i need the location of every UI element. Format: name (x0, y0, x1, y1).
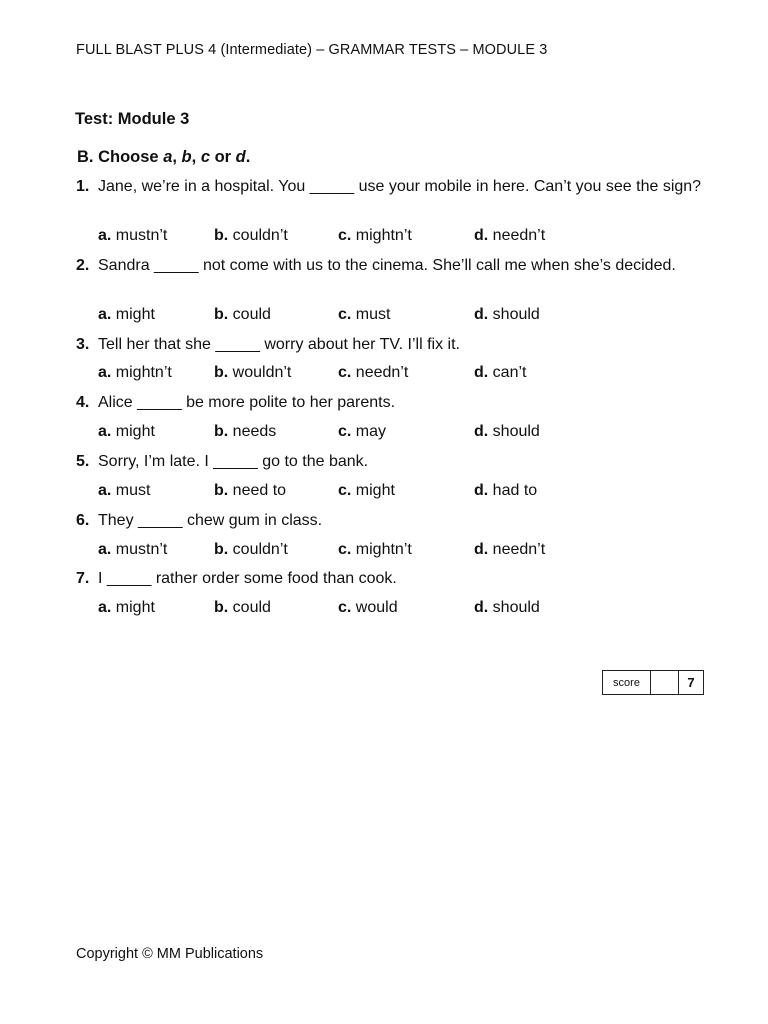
test-title: Test: Module 3 (75, 110, 190, 128)
score-total: 7 (687, 675, 695, 690)
section-instruction (77, 148, 250, 167)
option-d: d. should (474, 599, 540, 616)
section-letter-a: a (163, 148, 173, 166)
option-b: b. couldn’t (214, 541, 288, 558)
score-box (602, 670, 704, 695)
question-stem: I _____ rather order some food than cook. (98, 570, 397, 587)
option-d: d. can’t (474, 364, 527, 381)
page-header: FULL BLAST PLUS 4 (Intermediate) – GRAMMAR TESTS – MODULE 3 (76, 42, 548, 58)
question-2-options (98, 305, 698, 325)
section-comma-2: , (191, 148, 201, 166)
question-number: 4. (76, 394, 90, 411)
score-label: score (603, 671, 651, 694)
question-4 (76, 393, 706, 413)
option-d: d. should (474, 306, 540, 323)
question-1-options (98, 226, 698, 246)
question-number: 1. (76, 178, 90, 195)
question-number: 6. (76, 512, 90, 529)
option-a: a. might (98, 306, 155, 323)
section-or: or (210, 148, 236, 166)
option-b: b. wouldn’t (214, 364, 292, 381)
question-3 (76, 335, 706, 355)
option-d: d. should (474, 423, 540, 440)
option-d: d. needn’t (474, 541, 546, 558)
question-7-options (98, 598, 698, 618)
question-stem: They _____ chew gum in class. (98, 512, 323, 529)
option-a: a. mustn’t (98, 227, 168, 244)
option-c: c. would (338, 599, 398, 616)
option-d: d. needn’t (474, 227, 546, 244)
question-stem: Sorry, I’m late. I _____ go to the bank. (98, 453, 369, 470)
section-comma-1: , (172, 148, 182, 166)
question-stem: Alice _____ be more polite to her parents. (98, 394, 396, 411)
question-number: 2. (76, 257, 90, 274)
question-6-options (98, 540, 698, 560)
question-stem: Tell her that she _____ worry about her TV. I’ll fix it. (98, 336, 460, 353)
question-number: 5. (76, 453, 90, 470)
option-c: c. may (338, 423, 387, 440)
section-letter-c: c (200, 148, 210, 166)
question-2 (76, 256, 706, 276)
question-stem: Jane, we’re in a hospital. You _____ use your mobile in here. Can’t you see the sign? (98, 178, 702, 195)
question-7 (76, 569, 706, 589)
option-a: a. must (98, 482, 151, 499)
question-5-options (98, 481, 698, 501)
section-prefix: B. Choose (77, 148, 164, 166)
option-c: c. mightn’t (338, 227, 412, 244)
option-c: c. must (338, 306, 391, 323)
question-number: 3. (76, 336, 90, 353)
score-input-cell[interactable] (651, 671, 679, 694)
option-b: b. need to (214, 482, 287, 499)
option-d: d. had to (474, 482, 538, 499)
section-letter-d: d (235, 148, 246, 166)
copyright-footer: Copyright © MM Publications (76, 946, 264, 962)
question-6 (76, 511, 706, 531)
option-a: a. mustn’t (98, 541, 168, 558)
option-b: b. needs (214, 423, 277, 440)
question-3-options (98, 363, 698, 383)
option-a: a. might (98, 599, 155, 616)
option-b: b. couldn’t (214, 227, 288, 244)
option-c: c. needn’t (338, 364, 409, 381)
question-number: 7. (76, 570, 90, 587)
question-5 (76, 452, 706, 472)
option-c: c. mightn’t (338, 541, 412, 558)
option-a: a. mightn’t (98, 364, 172, 381)
option-a: a. might (98, 423, 155, 440)
question-stem: Sandra _____ not come with us to the cinema. She’ll call me when she’s decided. (98, 257, 676, 274)
option-b: b. could (214, 306, 271, 323)
section-letter-b: b (181, 148, 192, 166)
option-c: c. might (338, 482, 395, 499)
question-1 (76, 177, 706, 197)
option-b: b. could (214, 599, 271, 616)
question-4-options (98, 422, 698, 442)
section-period: . (245, 148, 251, 166)
